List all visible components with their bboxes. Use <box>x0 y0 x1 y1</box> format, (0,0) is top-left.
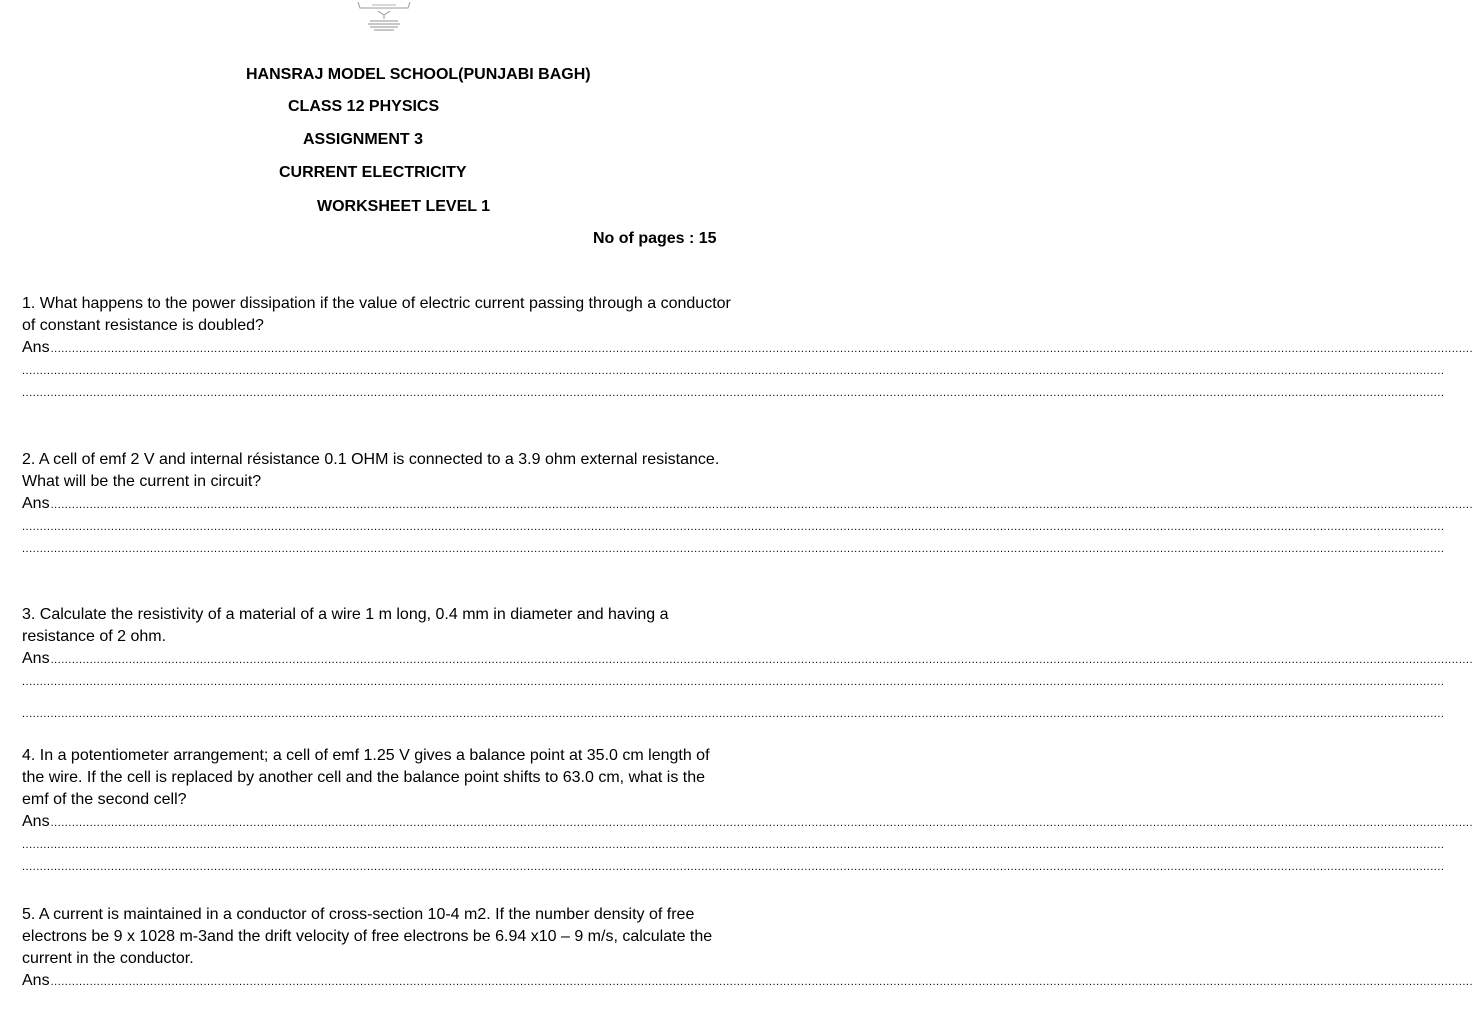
answer-label: Ans <box>22 339 50 356</box>
question-text: 5. A current is maintained in a conductor of cross-section 10-4 m2. If the number density of free electrons be 9 x 1028 m-3and the drift velocity of free electrons be 6.94 x10 – 9 m/s, calculate the current in the conductor. <box>22 906 713 967</box>
question-3 <box>22 604 1473 725</box>
dotted-line: ................................................................................................................................................................................................................................................................................................................................................................................................................ <box>22 521 1445 533</box>
answer-line <box>22 648 1473 671</box>
school-name: HANSRAJ MODEL SCHOOL(PUNJABI BAGH) <box>246 66 591 83</box>
class-title: CLASS 12 PHYSICS <box>288 98 440 115</box>
answer-line <box>22 337 1473 360</box>
dotted-line: ................................................................................................................................................................................................................................................................................................................................................................................................................ <box>22 365 1445 377</box>
question-1 <box>22 293 1473 404</box>
topic-title: CURRENT ELECTRICITY <box>279 164 467 181</box>
worksheet-title: WORKSHEET LEVEL 1 <box>317 198 491 215</box>
page-count: No of pages : 15 <box>593 230 717 247</box>
question-text: 1. What happens to the power dissipation if the value of electric current passing through a conductor of constant resistance is doubled? <box>22 295 731 334</box>
question-5 <box>22 904 1473 993</box>
dotted-fill: ................................................................................................................................................................................................................................................................................................................................................................................................................ <box>50 654 1473 666</box>
dotted-line: ................................................................................................................................................................................................................................................................................................................................................................................................................ <box>22 708 1445 720</box>
answer-line <box>22 970 1473 993</box>
question-4 <box>22 745 1473 878</box>
question-text: 3. Calculate the resistivity of a material of a wire 1 m long, 0.4 mm in diameter and having a resistance of 2 ohm. <box>22 606 669 645</box>
dotted-fill: ................................................................................................................................................................................................................................................................................................................................................................................................................ <box>50 499 1473 511</box>
dotted-line: ................................................................................................................................................................................................................................................................................................................................................................................................................ <box>22 676 1445 688</box>
answer-line <box>22 493 1473 516</box>
question-text: 2. A cell of emf 2 V and internal résistance 0.1 OHM is connected to a 3.9 ohm external resistance. What will be the current in circuit? <box>22 451 720 490</box>
dotted-fill: ................................................................................................................................................................................................................................................................................................................................................................................................................ <box>50 817 1473 829</box>
dotted-line: ................................................................................................................................................................................................................................................................................................................................................................................................................ <box>22 861 1445 873</box>
dotted-fill: ................................................................................................................................................................................................................................................................................................................................................................................................................ <box>50 343 1473 355</box>
answer-label: Ans <box>22 972 50 989</box>
answer-label: Ans <box>22 495 50 512</box>
answer-line <box>22 811 1473 834</box>
dotted-fill: ................................................................................................................................................................................................................................................................................................................................................................................................................ <box>50 976 1473 988</box>
answer-label: Ans <box>22 813 50 830</box>
dotted-line: ................................................................................................................................................................................................................................................................................................................................................................................................................ <box>22 543 1445 555</box>
assignment-title: ASSIGNMENT 3 <box>303 131 424 148</box>
question-2 <box>22 449 1473 560</box>
dotted-line: ................................................................................................................................................................................................................................................................................................................................................................................................................ <box>22 839 1445 851</box>
school-emblem-logo <box>352 0 416 34</box>
question-text: 4. In a potentiometer arrangement; a cell of emf 1.25 V gives a balance point at 35.0 cm length of the wire. If the cell is replaced by another cell and the balance point shifts to 63.0 cm, what is the emf of the second cell? <box>22 747 710 808</box>
answer-label: Ans <box>22 650 50 667</box>
dotted-line: ................................................................................................................................................................................................................................................................................................................................................................................................................ <box>22 387 1445 399</box>
